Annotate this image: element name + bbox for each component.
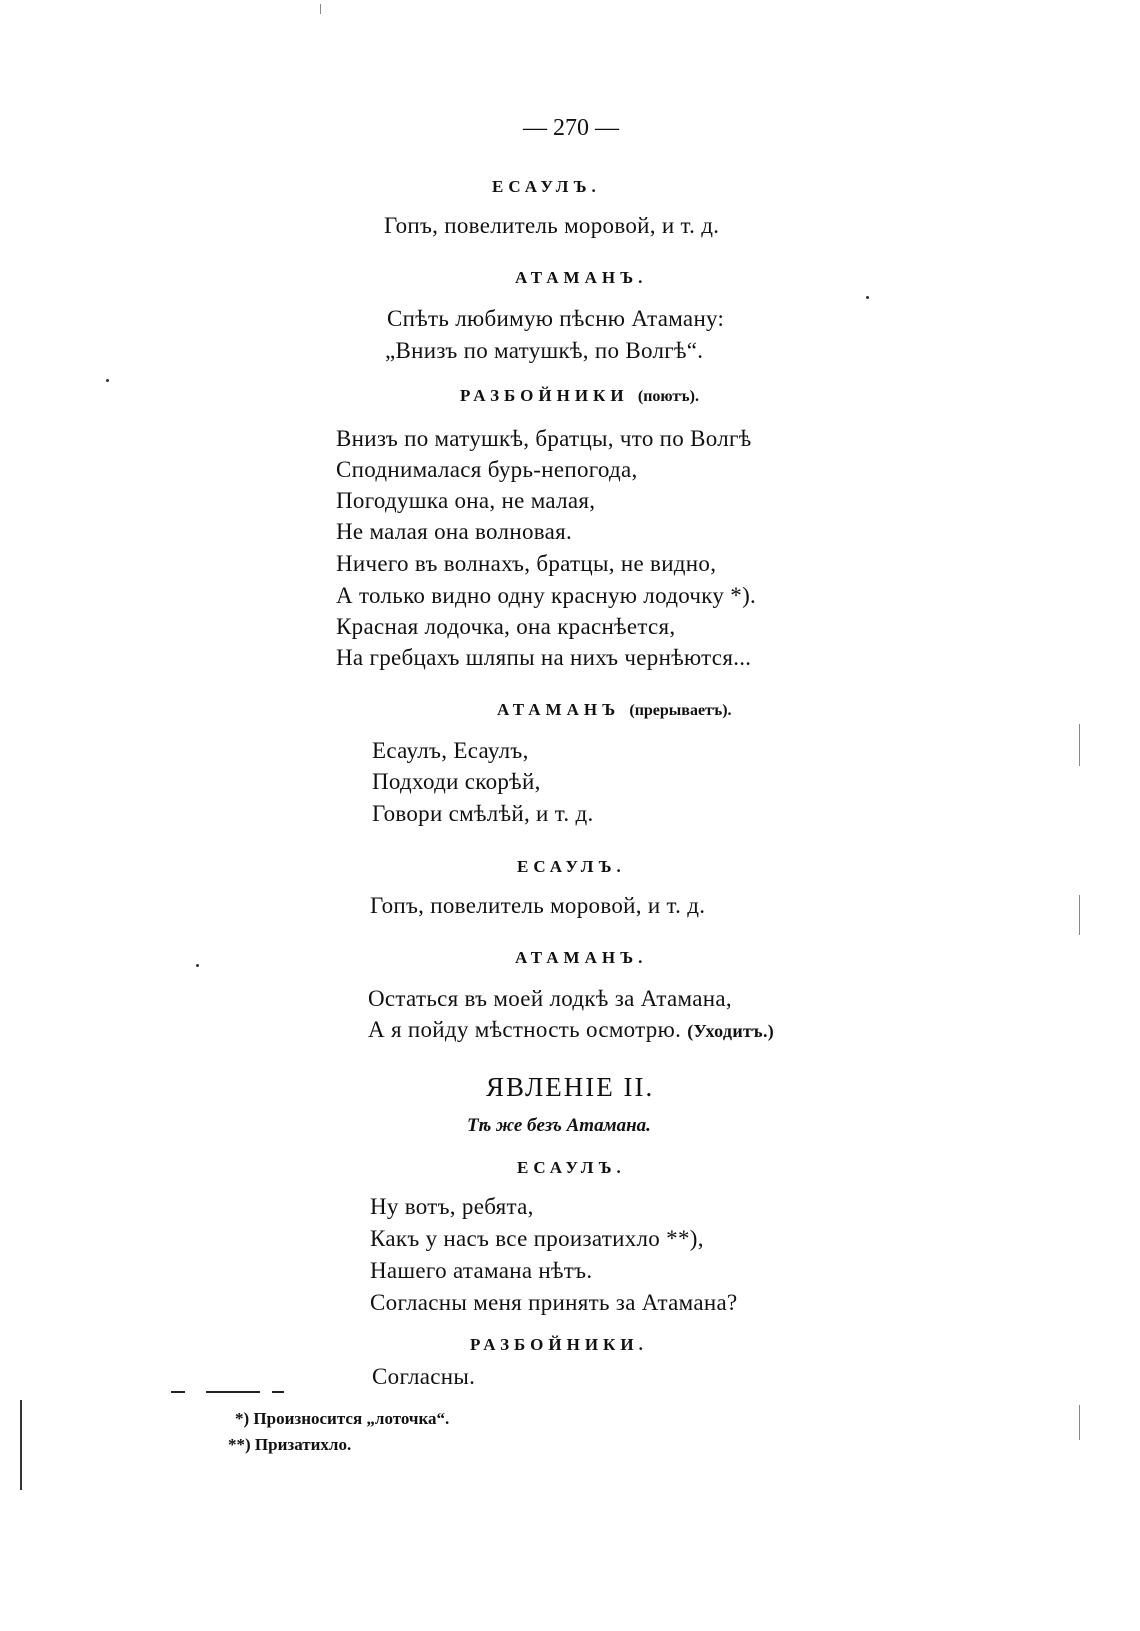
verse-line: Гопъ, повелитель моровой, и т. д. — [384, 213, 720, 238]
verse-line: „Внизъ по матушкѣ, по Волгѣ“. — [385, 338, 704, 363]
footnote-rule-left — [171, 1391, 185, 1393]
verse-line: Не малая она волновая. — [336, 519, 573, 544]
speaker-razboyniki — [460, 387, 699, 405]
verse-line: На гребцахъ шляпы на нихъ чернѣются... — [336, 645, 752, 670]
verse-line: Погодушка она, не малая, — [336, 488, 596, 513]
verse-text: А я пойду мѣстность осмотрю. — [368, 1017, 682, 1042]
scan-speck — [866, 296, 869, 299]
footnote-rule-right — [272, 1391, 284, 1393]
scan-edge-mark — [1079, 724, 1080, 766]
scan-speck — [320, 4, 321, 14]
verse-line: Согласны. — [372, 1364, 476, 1389]
scan-edge-mark — [20, 1400, 22, 1490]
verse-line: Говори смѣлѣй, и т. д. — [372, 801, 594, 826]
scene-cast: Тѣ же безъ Атамана. — [467, 1115, 651, 1136]
verse-line: Ну вотъ, ребята, — [370, 1194, 534, 1219]
verse-line: Красная лодочка, она краснѣется, — [336, 614, 676, 639]
scan-edge-mark — [1079, 895, 1080, 935]
stage-direction: (Уходитъ.) — [687, 1021, 775, 1041]
speaker-razboyniki: РАЗБОЙНИКИ. — [470, 1335, 648, 1354]
footnote-1: *) Произносится „лоточка“. — [235, 1409, 450, 1428]
speaker-ataman: АТАМАНЪ. — [515, 268, 648, 287]
stage-direction: (поютъ). — [637, 388, 699, 405]
scan-edge-mark — [1079, 1405, 1080, 1440]
verse-line: Гопъ, повелитель моровой, и т. д. — [370, 893, 706, 918]
verse-line: Есаулъ, Есаулъ, — [372, 738, 529, 763]
speaker-ataman — [497, 701, 732, 719]
stage-direction: (прерываетъ). — [629, 702, 732, 719]
scan-speck — [106, 379, 109, 382]
verse-line: Внизъ по матушкѣ, братцы, что по Волгѣ — [336, 426, 752, 451]
footnote-2: **) Призатихло. — [228, 1435, 352, 1454]
scan-speck — [196, 964, 199, 967]
verse-line: Согласны меня принять за Атамана? — [370, 1290, 738, 1315]
speaker-esaul: ЕСАУЛЪ. — [517, 1158, 626, 1177]
footnote-rule — [206, 1391, 260, 1393]
speaker-ataman: АТАМАНЪ. — [515, 948, 648, 967]
verse-line: Нашего атамана нѣтъ. — [370, 1258, 593, 1283]
speaker-name: АТАМАНЪ — [497, 700, 621, 719]
verse-line — [368, 1018, 774, 1041]
verse-line: Спѣть любимую пѣсню Атаману: — [387, 306, 725, 331]
speaker-esaul: ЕСАУЛЪ. — [492, 177, 601, 196]
page-number: — 270 — — [523, 115, 619, 141]
verse-line: Споднималася бурь-непогода, — [336, 457, 638, 482]
scene-title: ЯВЛЕНІЕ II. — [486, 1072, 655, 1102]
verse-line: Подходи скорѣй, — [372, 769, 541, 794]
verse-line: Ничего въ волнахъ, братцы, не видно, — [336, 551, 717, 576]
verse-line: Какъ у насъ все произатихло **), — [370, 1226, 704, 1251]
verse-line: А только видно одну красную лодочку *). — [336, 583, 757, 608]
speaker-name: РАЗБОЙНИКИ — [460, 386, 629, 405]
speaker-esaul: ЕСАУЛЪ. — [517, 857, 626, 876]
verse-line: Остаться въ моей лодкѣ за Атамана, — [368, 986, 732, 1011]
